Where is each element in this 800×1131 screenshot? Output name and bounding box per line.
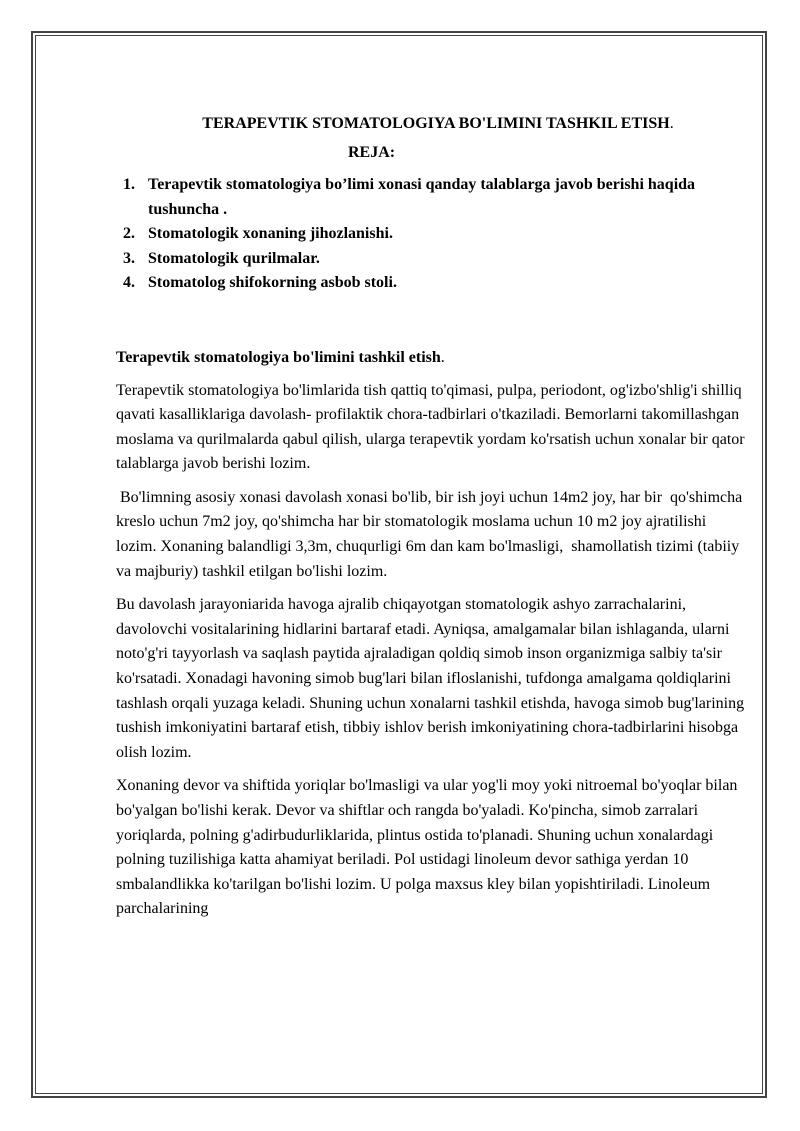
plan-item-text: Stomatolog shifokorning asbob stoli. <box>148 274 397 291</box>
section-heading-punct: . <box>440 348 445 366</box>
plan-item-text: Stomatologik xonaning jihozlanishi. <box>148 225 393 242</box>
plan-item-text: Stomatologik qurilmalar. <box>148 249 320 267</box>
document-body <box>116 112 748 922</box>
section-heading <box>116 346 748 370</box>
document-title <box>116 112 748 136</box>
plan-item-number: 3. <box>123 249 135 267</box>
plan-item-text: Terapevtik stomatologiya bo’limi xonasi qanday talablarga javob berishi haqida tushuncha . <box>148 176 696 218</box>
plan-item-number: 1. <box>123 176 135 193</box>
document-title-text: TERAPEVTIK STOMATOLOGIYA BO'LIMINI TASHKIL ETISH <box>202 115 670 132</box>
plan-item-number: 4. <box>123 274 135 291</box>
plan-list <box>116 173 748 296</box>
paragraph: Xonaning devor va shiftida yoriqlar bo'lmasligi va ular yog'li moy yoki nitroemal bo'yoqlar bilan bo'yalgan bo'lishi kerak. Devor va shiftlar och rangda bo'yaladi. Ko'pincha, simob zarralari yoriqlarda, polning g'adirbudurliklarida, plintus ostida to'planadi. Shuning uchun xonalardagi polning tuzilishiga katta ahamiyat beriladi. Pol ustidagi linoleum devor sathiga yerdan 10 smbalandlikka ko'tarilgan bo'lishi lozim. U polga maxsus kley bilan yopishtiriladi. Linoleum parchalarining <box>116 777 738 918</box>
paragraph: Terapevtik stomatologiya bo'limlarida tish qattiq to'qimasi, pulpa, periodont, og'izbo'shlig'i shilliq qavati kasalliklariga davolash- profilaktik chora-tadbirlari o'tkaziladi. Bemorlarni takomillashgan moslama va qurilmalarda qabul qilish, ularga terapevtik yordam ko'rsatish uchun xonalar bir qator talablarga javob berishi lozim. <box>116 381 745 473</box>
plan-item <box>116 271 748 296</box>
section-heading-text: Terapevtik stomatologiya bo'limini tashkil etish <box>116 348 441 366</box>
plan-item <box>116 222 748 247</box>
plan-item-number: 2. <box>123 225 135 242</box>
plan-heading: REJA: <box>348 144 396 161</box>
document-title-punct: . <box>669 115 674 132</box>
paragraph: Bu davolash jarayoniarida havoga ajralib chiqayotgan stomatologik ashyo zarrachalarini, davolovchi vositalarining hidlarini bartaraf etadi. Ayniqsa, amalgamalar bilan ishlaganda, ularni noto'g'ri tayyorlash va saqlash paytida ajraladigan qoldiq simob inson organizmiga salbiy ta'sir ko'rsatadi. Xonadagi havoning simob bug'lari bilan ifloslanishi, tufdonga amalgama qoldiqlarini tashlash orqali yuzaga keladi. Shuning uchun xonalarni tashkil etishda, havoga simob bug'larining tushish imkoniyatini bartaraf etish, tibbiy ishlov berish imkoniyatining chora-tadbirlarini hisobga olish lozim. <box>116 596 745 761</box>
paragraph: Bo'limning asosiy xonasi davolash xonasi bo'lib, bir ish joyi uchun 14m2 joy, har bir qo'shimcha kreslo uchun 7m2 joy, qo'shimcha har bir stomatologik moslama uchun 10 m2 joy ajratilishi lozim. Xonaning balandligi 3,3m, chuqurligi 6m dan kam bo'lmasligi, shamollatish tizimi (tabiiy va majburiy) tashkil etilgan bo'lishi lozim. <box>116 488 747 580</box>
plan-item <box>116 247 748 272</box>
plan-item <box>116 173 748 222</box>
